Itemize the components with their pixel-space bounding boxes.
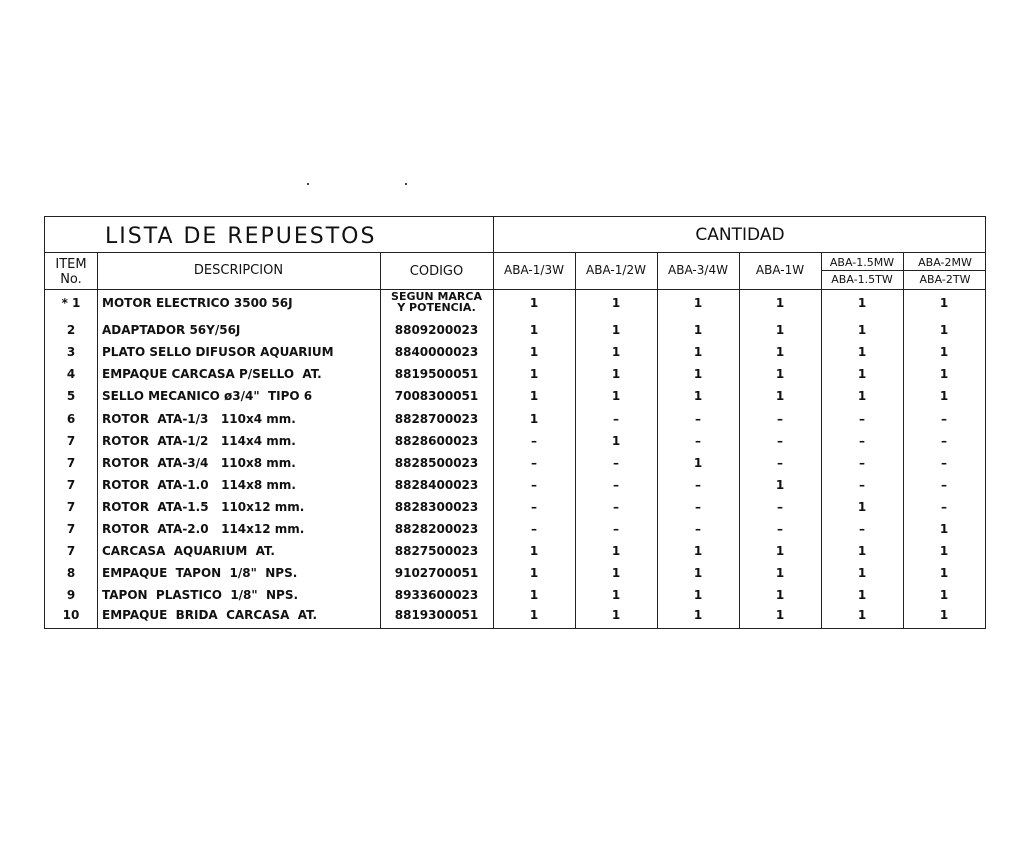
grid-line <box>821 270 985 271</box>
quantity-cell: 1 <box>857 389 867 403</box>
quantity-cell: 1 <box>611 544 621 558</box>
part-description: EMPAQUE CARCASA P/SELLO AT. <box>102 367 322 381</box>
quantity-cell: – <box>613 500 619 514</box>
part-code: 8828200023 <box>394 522 479 536</box>
quantity-cell: – <box>941 478 947 492</box>
quantity-cell: 1 <box>775 345 785 359</box>
quantity-cell: 1 <box>693 608 703 622</box>
part-code: 8827500023 <box>394 544 479 558</box>
quantity-cell: – <box>695 478 701 492</box>
quantity-cell: – <box>941 412 947 426</box>
item-number: 10 <box>62 608 80 622</box>
quantity-cell: 1 <box>775 608 785 622</box>
model-header-aba-2tw: ABA-2TW <box>919 273 971 286</box>
cantidad-header: CANTIDAD <box>695 225 785 245</box>
part-code: 8819500051 <box>394 367 479 381</box>
quantity-cell: 1 <box>939 367 949 381</box>
part-code: 7008300051 <box>394 389 479 403</box>
part-code-line1: SEGUN MARCA <box>391 290 482 303</box>
quantity-cell: 1 <box>693 296 703 310</box>
item-number: 7 <box>66 544 76 558</box>
quantity-cell: 1 <box>529 345 539 359</box>
quantity-cell: 1 <box>775 367 785 381</box>
quantity-cell: 1 <box>775 544 785 558</box>
part-description: MOTOR ELECTRICO 3500 56J <box>102 296 293 310</box>
part-code-line2: Y POTENCIA. <box>397 301 476 314</box>
part-code: 8840000023 <box>394 345 479 359</box>
quantity-cell: – <box>859 434 865 448</box>
item-number: 9 <box>66 588 76 602</box>
grid-line <box>45 289 985 290</box>
quantity-cell: – <box>531 478 537 492</box>
quantity-cell: 1 <box>529 608 539 622</box>
part-description: PLATO SELLO DIFUSOR AQUARIUM <box>102 345 334 359</box>
quantity-cell: 1 <box>775 566 785 580</box>
quantity-cell: 1 <box>939 323 949 337</box>
quantity-cell: 1 <box>529 367 539 381</box>
part-description: ROTOR ATA-3/4 110x8 mm. <box>102 456 296 470</box>
quantity-cell: – <box>777 456 783 470</box>
quantity-cell: 1 <box>693 566 703 580</box>
quantity-cell: – <box>531 434 537 448</box>
quantity-cell: 1 <box>611 608 621 622</box>
quantity-cell: – <box>859 456 865 470</box>
quantity-cell: 1 <box>775 296 785 310</box>
quantity-cell: 1 <box>775 323 785 337</box>
quantity-cell: 1 <box>775 389 785 403</box>
quantity-cell: 1 <box>529 544 539 558</box>
quantity-cell: 1 <box>693 367 703 381</box>
quantity-cell: – <box>531 500 537 514</box>
quantity-cell: 1 <box>775 588 785 602</box>
quantity-cell: 1 <box>939 389 949 403</box>
quantity-cell: – <box>859 412 865 426</box>
quantity-cell: 1 <box>529 588 539 602</box>
part-description: TAPON PLASTICO 1/8" NPS. <box>102 588 299 602</box>
part-description: EMPAQUE BRIDA CARCASA AT. <box>102 608 318 622</box>
quantity-cell: 1 <box>939 588 949 602</box>
part-description: ROTOR ATA-1/3 110x4 mm. <box>102 412 296 426</box>
quantity-cell: 1 <box>857 500 867 514</box>
quantity-cell: 1 <box>857 367 867 381</box>
quantity-cell: – <box>941 434 947 448</box>
model-header-aba-1w: ABA-1W <box>755 263 805 277</box>
quantity-cell: – <box>777 500 783 514</box>
quantity-cell: – <box>613 412 619 426</box>
quantity-cell: – <box>859 478 865 492</box>
part-code: 9102700051 <box>394 566 479 580</box>
quantity-cell: – <box>695 500 701 514</box>
part-description: ROTOR ATA-1/2 114x4 mm. <box>102 434 296 448</box>
quantity-cell: 1 <box>611 389 621 403</box>
quantity-cell: 1 <box>939 345 949 359</box>
quantity-cell: – <box>531 522 537 536</box>
quantity-cell: – <box>695 434 701 448</box>
item-number: 6 <box>66 412 76 426</box>
part-code: 8828700023 <box>394 412 479 426</box>
quantity-cell: – <box>695 522 701 536</box>
quantity-cell: 1 <box>611 566 621 580</box>
quantity-cell: 1 <box>857 345 867 359</box>
stray-mark <box>405 183 407 185</box>
item-number: 7 <box>66 522 76 536</box>
quantity-cell: 1 <box>529 323 539 337</box>
quantity-cell: – <box>613 478 619 492</box>
quantity-cell: – <box>777 412 783 426</box>
codigo-header: CODIGO <box>409 264 464 279</box>
quantity-cell: 1 <box>857 544 867 558</box>
quantity-cell: – <box>613 456 619 470</box>
model-header-aba-1-5mw: ABA-1.5MW <box>829 256 895 269</box>
item-header-line1: ITEM <box>55 257 87 272</box>
quantity-cell: 1 <box>693 544 703 558</box>
quantity-cell: 1 <box>693 323 703 337</box>
quantity-cell: 1 <box>611 367 621 381</box>
part-code: 8819300051 <box>394 608 479 622</box>
grid-line <box>97 252 98 628</box>
quantity-cell: 1 <box>529 389 539 403</box>
part-description: ROTOR ATA-2.0 114x12 mm. <box>102 522 305 536</box>
part-description: ROTOR ATA-1.5 110x12 mm. <box>102 500 305 514</box>
quantity-cell: 1 <box>611 588 621 602</box>
model-header-aba-1-5tw: ABA-1.5TW <box>831 273 893 286</box>
quantity-cell: 1 <box>693 588 703 602</box>
quantity-cell: 1 <box>693 456 703 470</box>
model-header-aba-2mw: ABA-2MW <box>918 256 972 269</box>
quantity-cell: – <box>941 456 947 470</box>
table-title: LISTA DE REPUESTOS <box>105 224 377 249</box>
quantity-cell: 1 <box>857 608 867 622</box>
item-number: 4 <box>66 367 76 381</box>
descripcion-header: DESCRIPCION <box>193 263 284 278</box>
quantity-cell: 1 <box>939 522 949 536</box>
item-number: 7 <box>66 500 76 514</box>
parts-list-table <box>44 216 986 629</box>
quantity-cell: 1 <box>939 566 949 580</box>
quantity-cell: 1 <box>611 345 621 359</box>
item-number: 7 <box>66 456 76 470</box>
part-code: 8828300023 <box>394 500 479 514</box>
part-description: EMPAQUE TAPON 1/8" NPS. <box>102 566 298 580</box>
item-number: 8 <box>66 566 76 580</box>
quantity-cell: – <box>613 522 619 536</box>
quantity-cell: 1 <box>611 434 621 448</box>
quantity-cell: 1 <box>529 412 539 426</box>
item-number: 3 <box>66 345 76 359</box>
quantity-cell: – <box>941 500 947 514</box>
item-number: 7 <box>66 478 76 492</box>
quantity-cell: – <box>695 412 701 426</box>
quantity-cell: – <box>859 522 865 536</box>
quantity-cell: 1 <box>857 588 867 602</box>
quantity-cell: 1 <box>857 296 867 310</box>
quantity-cell: 1 <box>611 296 621 310</box>
part-description: CARCASA AQUARIUM AT. <box>102 544 275 558</box>
model-header-aba-1-3w: ABA-1/3W <box>504 263 564 277</box>
part-code: 8933600023 <box>394 588 479 602</box>
stray-mark <box>307 183 309 185</box>
quantity-cell: 1 <box>529 296 539 310</box>
model-header-aba-1-2w: ABA-1/2W <box>586 263 646 277</box>
quantity-cell: 1 <box>611 323 621 337</box>
quantity-cell: 1 <box>939 544 949 558</box>
model-header-aba-3-4w: ABA-3/4W <box>668 263 728 277</box>
quantity-cell: 1 <box>857 323 867 337</box>
quantity-cell: 1 <box>693 345 703 359</box>
part-code: 8809200023 <box>394 323 479 337</box>
quantity-cell: 1 <box>939 608 949 622</box>
quantity-cell: 1 <box>529 566 539 580</box>
quantity-cell: 1 <box>857 566 867 580</box>
part-code: 8828400023 <box>394 478 479 492</box>
quantity-cell: – <box>531 456 537 470</box>
part-code: 8828500023 <box>394 456 479 470</box>
quantity-cell: 1 <box>693 389 703 403</box>
quantity-cell: 1 <box>775 478 785 492</box>
item-number: * 1 <box>61 296 81 310</box>
part-description: SELLO MECANICO ø3/4" TIPO 6 <box>102 389 313 403</box>
part-description: ADAPTADOR 56Y/56J <box>102 323 241 337</box>
item-number: 7 <box>66 434 76 448</box>
part-description: ROTOR ATA-1.0 114x8 mm. <box>102 478 296 492</box>
grid-line <box>45 252 985 253</box>
part-code: 8828600023 <box>394 434 479 448</box>
quantity-cell: – <box>777 434 783 448</box>
item-header-line2: No. <box>60 272 82 287</box>
quantity-cell: 1 <box>939 296 949 310</box>
quantity-cell: – <box>777 522 783 536</box>
item-number: 5 <box>66 389 76 403</box>
item-number: 2 <box>66 323 76 337</box>
